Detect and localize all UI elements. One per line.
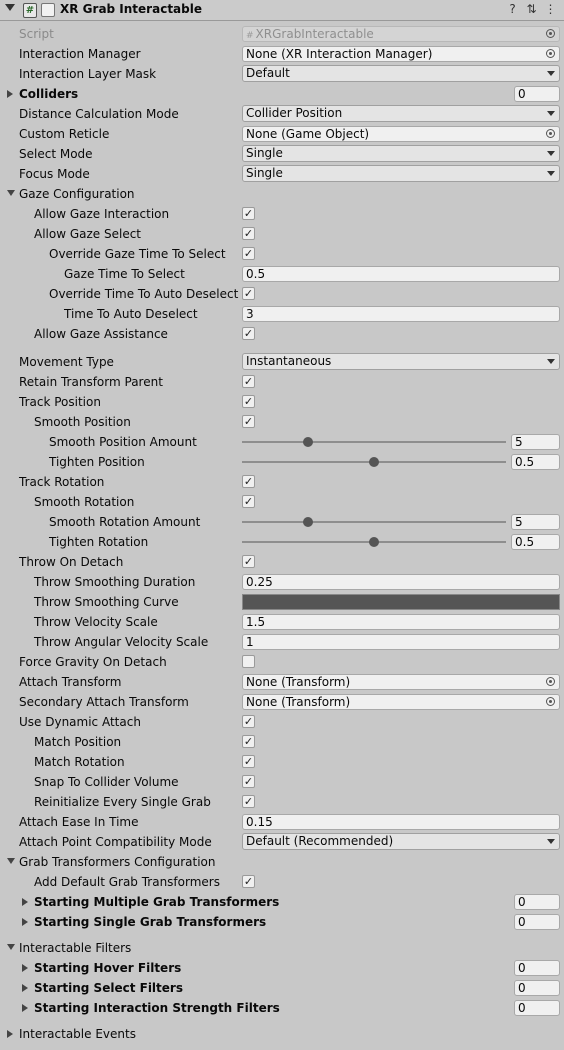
slider-track-smooth-rotation-amount[interactable] bbox=[242, 521, 506, 523]
label-force-gravity-on-detach: Force Gravity On Detach bbox=[19, 655, 167, 669]
field-value: 0.5 bbox=[246, 267, 266, 281]
array-size-starting-hover-filters[interactable]: 0 bbox=[514, 960, 560, 976]
checkbox-retain-transform-parent[interactable]: ✓ bbox=[243, 375, 254, 388]
label-starting-single-grab-transformers: Starting Single Grab Transformers bbox=[34, 915, 267, 929]
label-use-dynamic-attach: Use Dynamic Attach bbox=[19, 715, 141, 729]
slider-value-smooth-rotation-amount[interactable]: 5 bbox=[511, 514, 560, 530]
field-attach-ease-in-time[interactable] bbox=[242, 814, 560, 830]
row-smooth-rotation bbox=[0, 492, 564, 512]
checkbox-force-gravity-on-detach[interactable] bbox=[242, 655, 255, 668]
label-tighten-position: Tighten Position bbox=[49, 455, 145, 469]
array-size-colliders[interactable]: 0 bbox=[514, 86, 560, 102]
row-distance-calculation-mode bbox=[0, 104, 564, 124]
foldout-open-icon[interactable] bbox=[5, 4, 15, 11]
presets-icon[interactable]: ⇅ bbox=[526, 2, 537, 16]
dropdown-value: Collider Position bbox=[246, 106, 343, 120]
field-throw-angular-velocity-scale[interactable] bbox=[242, 634, 560, 650]
row-force-gravity-on-detach bbox=[0, 652, 564, 672]
label-retain-transform-parent: Retain Transform Parent bbox=[19, 375, 163, 389]
array-size-starting-multiple-grab-transformers[interactable]: 0 bbox=[514, 894, 560, 910]
label-starting-interaction-strength-filters: Starting Interaction Strength Filters bbox=[34, 1001, 280, 1015]
row-attach-point-compatibility-mode bbox=[0, 832, 564, 852]
row-interaction-manager bbox=[0, 44, 564, 64]
chevron-down-icon bbox=[547, 359, 555, 364]
row-secondary-attach-transform bbox=[0, 692, 564, 712]
label-attach-ease-in-time: Attach Ease In Time bbox=[19, 815, 139, 829]
chevron-down-icon bbox=[547, 151, 555, 156]
help-icon[interactable]: ? bbox=[509, 2, 516, 16]
row-override-gaze-time-to-select bbox=[0, 244, 564, 264]
dropdown-value: Single bbox=[246, 146, 283, 160]
chevron-down-icon bbox=[547, 171, 555, 176]
dropdown-select-mode[interactable] bbox=[242, 145, 560, 162]
checkbox-match-position[interactable]: ✓ bbox=[243, 735, 254, 748]
component-header bbox=[0, 0, 564, 21]
checkbox-match-rotation[interactable]: ✓ bbox=[243, 755, 254, 768]
label-focus-mode: Focus Mode bbox=[19, 167, 90, 181]
checkbox-throw-on-detach[interactable]: ✓ bbox=[243, 555, 254, 568]
row-select-mode bbox=[0, 144, 564, 164]
row-starting-select-filters bbox=[0, 978, 564, 998]
object-picker-icon[interactable] bbox=[546, 129, 555, 138]
label-interactable-events: Interactable Events bbox=[19, 1027, 136, 1041]
label-gaze-time-to-select: Gaze Time To Select bbox=[64, 267, 185, 281]
foldout-open-icon[interactable] bbox=[7, 944, 15, 950]
label-attach-point-compatibility-mode: Attach Point Compatibility Mode bbox=[19, 835, 212, 849]
array-size-starting-single-grab-transformers[interactable]: 0 bbox=[514, 914, 560, 930]
row-throw-velocity-scale bbox=[0, 612, 564, 632]
dropdown-value: Instantaneous bbox=[246, 354, 332, 368]
checkbox-use-dynamic-attach[interactable]: ✓ bbox=[243, 715, 254, 728]
label-starting-multiple-grab-transformers: Starting Multiple Grab Transformers bbox=[34, 895, 280, 909]
field-custom-reticle[interactable] bbox=[242, 126, 560, 142]
checkbox-snap-to-collider-volume[interactable]: ✓ bbox=[243, 775, 254, 788]
label-track-position: Track Position bbox=[19, 395, 101, 409]
row-allow-gaze-select bbox=[0, 224, 564, 244]
dropdown-value: Single bbox=[246, 166, 283, 180]
row-starting-hover-filters bbox=[0, 958, 564, 978]
foldout-closed-icon[interactable] bbox=[22, 984, 28, 992]
field-script bbox=[242, 26, 560, 42]
row-throw-smoothing-curve bbox=[0, 592, 564, 612]
row-focus-mode bbox=[0, 164, 564, 184]
label-smooth-rotation-amount: Smooth Rotation Amount bbox=[49, 515, 201, 529]
label-track-rotation: Track Rotation bbox=[19, 475, 105, 489]
foldout-closed-icon[interactable] bbox=[22, 964, 28, 972]
row-throw-angular-velocity-scale bbox=[0, 632, 564, 652]
label-smooth-rotation: Smooth Rotation bbox=[34, 495, 135, 509]
row-track-position bbox=[0, 392, 564, 412]
label-throw-smoothing-curve: Throw Smoothing Curve bbox=[34, 595, 179, 609]
row-smooth-position-amount bbox=[0, 432, 564, 452]
row-add-default-grab-transformers bbox=[0, 872, 564, 892]
slider-value-tighten-rotation[interactable]: 0.5 bbox=[511, 534, 560, 550]
label-match-rotation: Match Rotation bbox=[34, 755, 125, 769]
label-smooth-position: Smooth Position bbox=[34, 415, 131, 429]
object-picker-icon[interactable] bbox=[546, 29, 555, 38]
row-gaze-configuration bbox=[0, 184, 564, 204]
row-allow-gaze-interaction bbox=[0, 204, 564, 224]
checkbox-allow-gaze-select[interactable]: ✓ bbox=[243, 227, 254, 240]
row-script bbox=[0, 24, 564, 44]
field-interaction-manager[interactable] bbox=[242, 46, 560, 62]
label-smooth-position-amount: Smooth Position Amount bbox=[49, 435, 197, 449]
slider-handle-tighten-position[interactable] bbox=[369, 457, 379, 467]
row-starting-multiple-grab-transformers bbox=[0, 892, 564, 912]
row-interactable-filters bbox=[0, 938, 564, 958]
row-tighten-position bbox=[0, 452, 564, 472]
label-throw-smoothing-duration: Throw Smoothing Duration bbox=[34, 575, 196, 589]
label-time-to-auto-deselect: Time To Auto Deselect bbox=[64, 307, 198, 321]
label-movement-type: Movement Type bbox=[19, 355, 114, 369]
row-retain-transform-parent bbox=[0, 372, 564, 392]
label-reinitialize-every-single-grab: Reinitialize Every Single Grab bbox=[34, 795, 211, 809]
row-starting-interaction-strength-filters bbox=[0, 998, 564, 1018]
field-value: 3 bbox=[246, 307, 254, 321]
label-interaction-layer-mask: Interaction Layer Mask bbox=[19, 67, 157, 81]
slider-handle-tighten-rotation[interactable] bbox=[369, 537, 379, 547]
checkbox-track-rotation[interactable]: ✓ bbox=[243, 475, 254, 488]
chevron-down-icon bbox=[547, 839, 555, 844]
label-interactable-filters: Interactable Filters bbox=[19, 941, 132, 955]
label-starting-hover-filters: Starting Hover Filters bbox=[34, 961, 182, 975]
field-gaze-time-to-select[interactable] bbox=[242, 266, 560, 282]
array-size-starting-select-filters[interactable]: 0 bbox=[514, 980, 560, 996]
checkbox-reinitialize-every-single-grab[interactable]: ✓ bbox=[243, 795, 254, 808]
label-override-gaze-time-to-select: Override Gaze Time To Select bbox=[49, 247, 226, 261]
chevron-down-icon bbox=[547, 71, 555, 76]
row-smooth-rotation-amount bbox=[0, 512, 564, 532]
component-title: XR Grab Interactable bbox=[60, 2, 202, 16]
label-starting-select-filters: Starting Select Filters bbox=[34, 981, 183, 995]
field-value: None (Game Object) bbox=[246, 127, 370, 141]
row-smooth-position bbox=[0, 412, 564, 432]
checkbox-smooth-rotation[interactable]: ✓ bbox=[243, 495, 254, 508]
field-value: XRGrabInteractable bbox=[255, 27, 374, 41]
script-icon: # bbox=[246, 31, 254, 41]
row-override-time-to-auto-deselect bbox=[0, 284, 564, 304]
chevron-down-icon bbox=[547, 111, 555, 116]
dropdown-movement-type[interactable] bbox=[242, 353, 560, 370]
row-attach-transform bbox=[0, 672, 564, 692]
field-time-to-auto-deselect[interactable] bbox=[242, 306, 560, 322]
row-custom-reticle bbox=[0, 124, 564, 144]
row-snap-to-collider-volume bbox=[0, 772, 564, 792]
field-secondary-attach-transform[interactable] bbox=[242, 694, 560, 710]
label-allow-gaze-select: Allow Gaze Select bbox=[34, 227, 142, 241]
more-menu-icon[interactable]: ⋮ bbox=[544, 2, 557, 16]
object-picker-icon[interactable] bbox=[546, 49, 555, 58]
row-attach-ease-in-time bbox=[0, 812, 564, 832]
row-match-rotation bbox=[0, 752, 564, 772]
dropdown-focus-mode[interactable] bbox=[242, 165, 560, 182]
field-value: 0.15 bbox=[246, 815, 273, 829]
slider-track-smooth-position-amount[interactable] bbox=[242, 441, 506, 443]
dropdown-value: Default (Recommended) bbox=[246, 834, 394, 848]
label-attach-transform: Attach Transform bbox=[19, 675, 122, 689]
field-value: 1.5 bbox=[246, 615, 266, 629]
label-throw-on-detach: Throw On Detach bbox=[19, 555, 124, 569]
checkbox-allow-gaze-assistance[interactable]: ✓ bbox=[243, 327, 254, 340]
label-script: Script bbox=[19, 27, 54, 41]
field-attach-transform[interactable] bbox=[242, 674, 560, 690]
label-match-position: Match Position bbox=[34, 735, 122, 749]
row-allow-gaze-assistance bbox=[0, 324, 564, 344]
field-value: None (Transform) bbox=[246, 675, 351, 689]
foldout-closed-icon[interactable] bbox=[22, 898, 28, 906]
label-snap-to-collider-volume: Snap To Collider Volume bbox=[34, 775, 179, 789]
row-colliders bbox=[0, 84, 564, 104]
checkbox-add-default-grab-transformers[interactable]: ✓ bbox=[243, 875, 254, 888]
dropdown-interaction-layer-mask[interactable] bbox=[242, 65, 560, 82]
row-movement-type bbox=[0, 352, 564, 372]
row-throw-smoothing-duration bbox=[0, 572, 564, 592]
label-override-time-to-auto-deselect: Override Time To Auto Deselect bbox=[49, 287, 239, 301]
slider-handle-smooth-rotation-amount[interactable] bbox=[303, 517, 313, 527]
row-use-dynamic-attach bbox=[0, 712, 564, 732]
dropdown-distance-calculation-mode[interactable] bbox=[242, 105, 560, 122]
label-throw-angular-velocity-scale: Throw Angular Velocity Scale bbox=[34, 635, 209, 649]
dropdown-value: Default bbox=[246, 66, 290, 80]
field-throw-smoothing-duration[interactable] bbox=[242, 574, 560, 590]
row-starting-single-grab-transformers bbox=[0, 912, 564, 932]
row-grab-transformers-configuration bbox=[0, 852, 564, 872]
slider-handle-smooth-position-amount[interactable] bbox=[303, 437, 313, 447]
row-match-position bbox=[0, 732, 564, 752]
checkbox-track-position[interactable]: ✓ bbox=[243, 395, 254, 408]
row-reinitialize-every-single-grab bbox=[0, 792, 564, 812]
label-distance-calculation-mode: Distance Calculation Mode bbox=[19, 107, 179, 121]
row-interaction-layer-mask bbox=[0, 64, 564, 84]
label-colliders: Colliders bbox=[19, 87, 79, 101]
slider-value-tighten-position[interactable]: 0.5 bbox=[511, 454, 560, 470]
label-throw-velocity-scale: Throw Velocity Scale bbox=[34, 615, 158, 629]
slider-value-smooth-position-amount[interactable]: 5 bbox=[511, 434, 560, 450]
array-size-starting-interaction-strength-filters[interactable]: 0 bbox=[514, 1000, 560, 1016]
foldout-closed-icon[interactable] bbox=[22, 918, 28, 926]
foldout-closed-icon[interactable] bbox=[22, 1004, 28, 1012]
label-interaction-manager: Interaction Manager bbox=[19, 47, 141, 61]
label-gaze-configuration: Gaze Configuration bbox=[19, 187, 135, 201]
component-enabled-checkbox[interactable] bbox=[41, 3, 55, 17]
checkbox-override-gaze-time-to-select[interactable]: ✓ bbox=[243, 247, 254, 260]
row-gaze-time-to-select bbox=[0, 264, 564, 284]
label-custom-reticle: Custom Reticle bbox=[19, 127, 110, 141]
field-value: None (Transform) bbox=[246, 695, 351, 709]
checkbox-allow-gaze-interaction[interactable]: ✓ bbox=[243, 207, 254, 220]
dropdown-attach-point-compatibility-mode[interactable] bbox=[242, 833, 560, 850]
script-icon: # bbox=[23, 3, 37, 18]
field-value: 1 bbox=[246, 635, 254, 649]
checkbox-smooth-position[interactable]: ✓ bbox=[243, 415, 254, 428]
label-tighten-rotation: Tighten Rotation bbox=[49, 535, 149, 549]
curve-field-throw-smoothing-curve[interactable] bbox=[242, 594, 560, 610]
field-throw-velocity-scale[interactable] bbox=[242, 614, 560, 630]
row-throw-on-detach bbox=[0, 552, 564, 572]
label-allow-gaze-assistance: Allow Gaze Assistance bbox=[34, 327, 168, 341]
object-picker-icon[interactable] bbox=[546, 677, 555, 686]
label-add-default-grab-transformers: Add Default Grab Transformers bbox=[34, 875, 220, 889]
foldout-closed-icon[interactable] bbox=[7, 1030, 13, 1038]
foldout-closed-icon[interactable] bbox=[7, 90, 13, 98]
label-grab-transformers-configuration: Grab Transformers Configuration bbox=[19, 855, 216, 869]
field-value: 0.25 bbox=[246, 575, 273, 589]
row-time-to-auto-deselect bbox=[0, 304, 564, 324]
field-value: None (XR Interaction Manager) bbox=[246, 47, 433, 61]
row-tighten-rotation bbox=[0, 532, 564, 552]
label-select-mode: Select Mode bbox=[19, 147, 93, 161]
row-interactable-events bbox=[0, 1024, 564, 1044]
label-secondary-attach-transform: Secondary Attach Transform bbox=[19, 695, 189, 709]
object-picker-icon[interactable] bbox=[546, 697, 555, 706]
foldout-open-icon[interactable] bbox=[7, 190, 15, 196]
row-track-rotation bbox=[0, 472, 564, 492]
checkbox-override-time-to-auto-deselect[interactable]: ✓ bbox=[243, 287, 254, 300]
label-allow-gaze-interaction: Allow Gaze Interaction bbox=[34, 207, 170, 221]
foldout-open-icon[interactable] bbox=[7, 858, 15, 864]
